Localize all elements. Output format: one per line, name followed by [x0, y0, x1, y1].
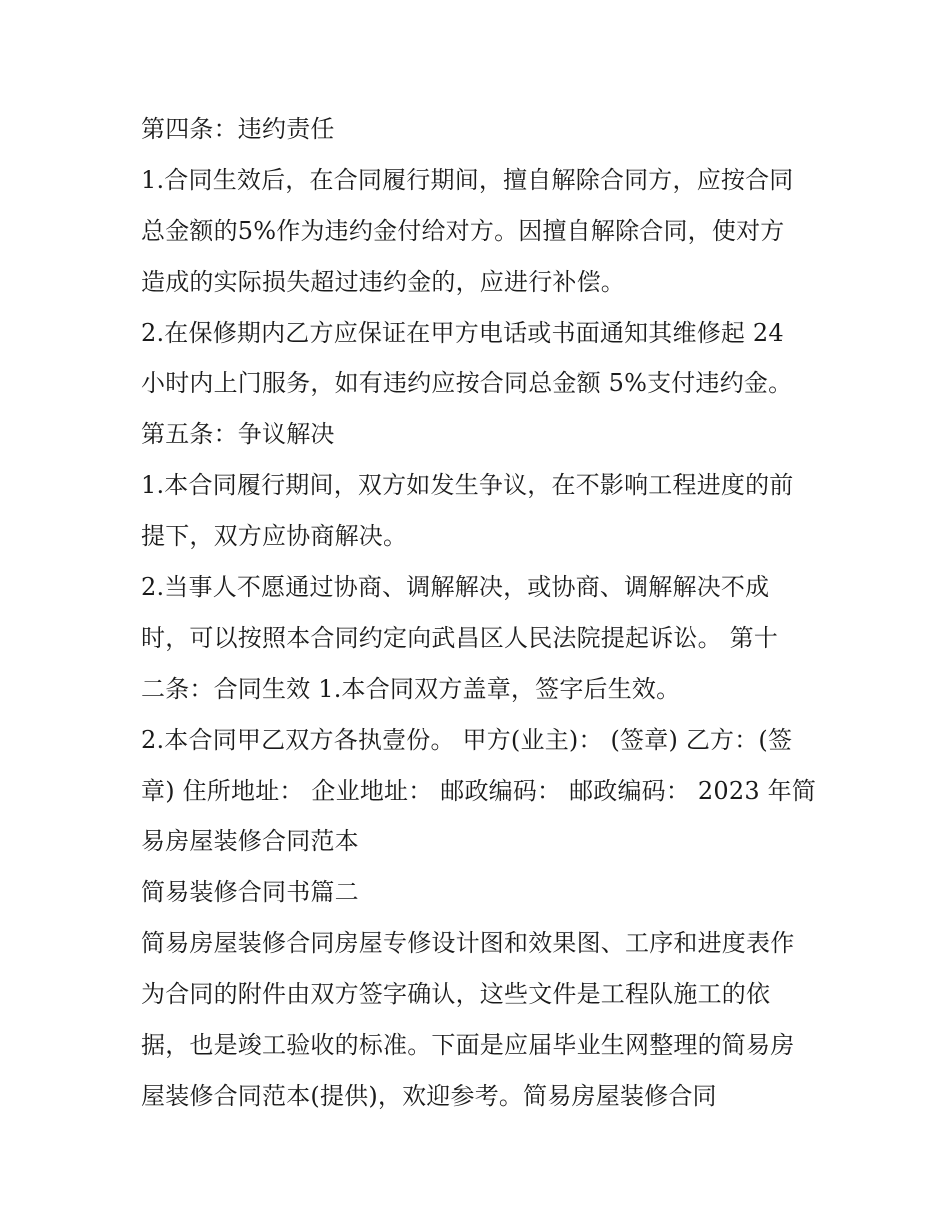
- text-line: 简易房屋装修合同房屋专修设计图和效果图、工序和进度表作: [141, 929, 795, 958]
- text-line: 2.本合同甲乙双方各执壹份。 甲方(业主)： (签章) 乙方：(签: [141, 725, 793, 754]
- text-line: 2.在保修期内乙方应保证在甲方电话或书面通知其维修起 24: [141, 318, 784, 347]
- text-line: 据，也是竣工验收的标准。下面是应届毕业生网整理的简易房: [141, 1031, 795, 1060]
- text-line: 提下，双方应协商解决。: [141, 522, 408, 551]
- text-line: 小时内上门服务，如有违约应按合同总金额 5%支付违约金。: [141, 369, 793, 398]
- text-line: 2.当事人不愿通过协商、调解解决，或协商、调解解决不成: [141, 573, 770, 602]
- text-line: 造成的实际损失超过违约金的，应进行补偿。: [141, 267, 625, 296]
- document-body: [141, 104, 821, 1122]
- text-line: 章) 住所地址： 企业地址： 邮政编码： 邮政编码： 2023 年简: [141, 776, 817, 805]
- text-line: 时，可以按照本合同约定向武昌区人民法院提起诉讼。 第十: [141, 623, 779, 652]
- text-line: 1.本合同履行期间，双方如发生争议，在不影响工程进度的前: [141, 471, 794, 500]
- section-heading-part-2: 简易装修合同书篇二: [141, 878, 359, 907]
- text-line: 为合同的附件由双方签字确认，这些文件是工程队施工的依: [141, 980, 771, 1009]
- text-line: 1.合同生效后，在合同履行期间，擅自解除合同方，应按合同: [141, 165, 794, 194]
- section-heading-article-5: 第五条：争议解决: [141, 420, 335, 449]
- text-line: 易房屋装修合同范本: [141, 827, 359, 856]
- section-heading-article-4: 第四条：违约责任: [141, 115, 335, 143]
- text-line: 总金额的5%作为违约金付给对方。因擅自解除合同，使对方: [141, 216, 785, 245]
- text-line: 屋装修合同范本(提供)，欢迎参考。简易房屋装修合同: [141, 1081, 717, 1110]
- text-line: 二条：合同生效 1.本合同双方盖章，签字后生效。: [141, 674, 681, 703]
